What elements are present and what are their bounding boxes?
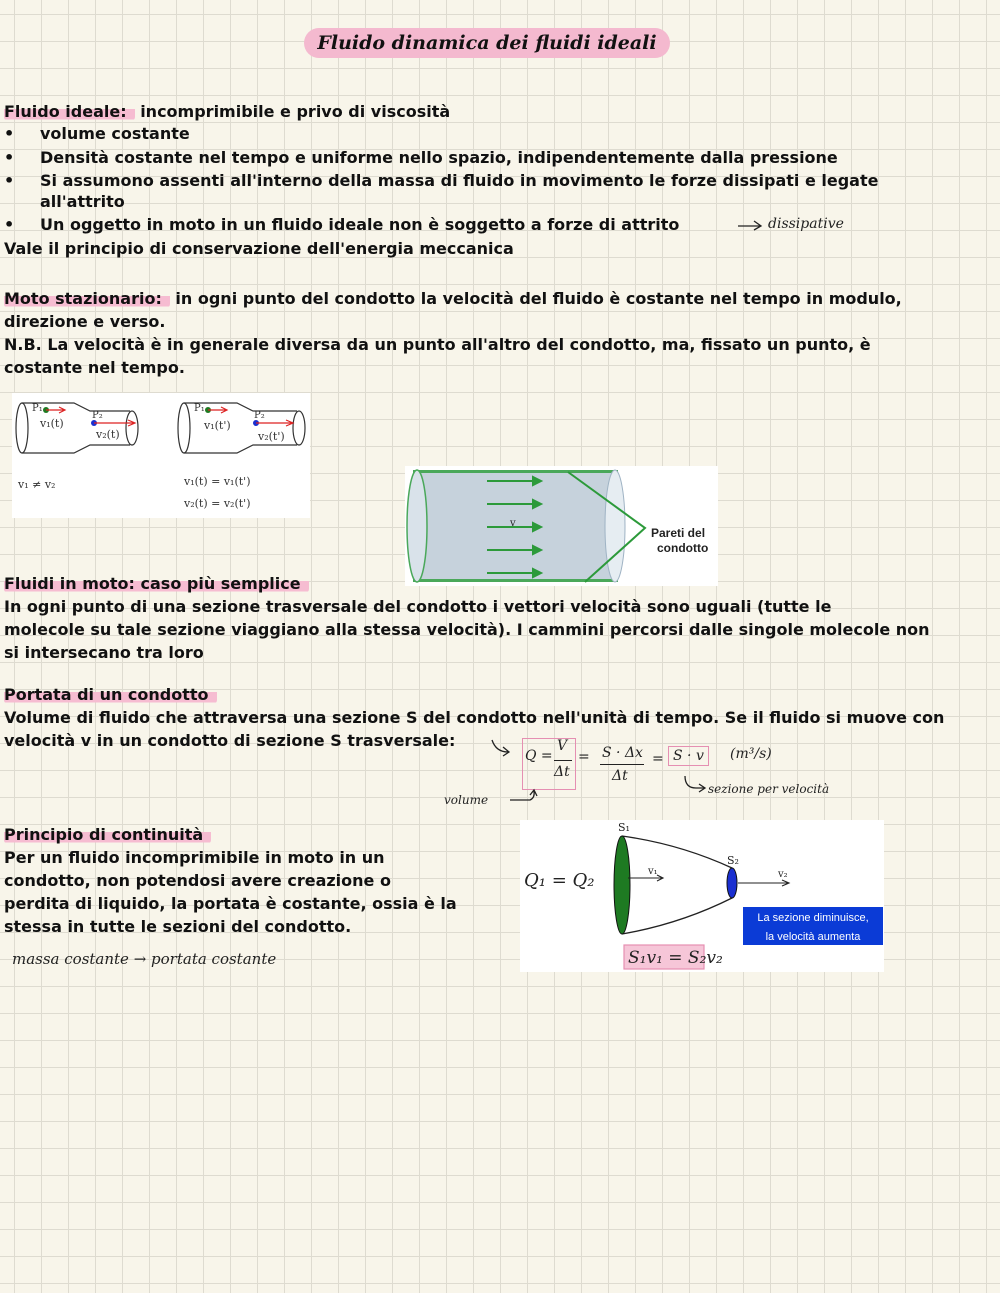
flow-rate-title: Portata di un condotto [4,685,217,704]
label-p2: P₂ [254,410,265,421]
ideal-fluid-def: incomprimibile e privo di viscosità [134,102,451,121]
section-s2 [727,868,737,898]
bullet-dot: • [4,171,15,190]
stationary-term: Moto stazionario: [4,289,170,308]
label-v2t: v₂(t) [96,428,120,441]
arrow-icon [628,875,663,881]
arrow-icon [736,218,766,232]
stationary-definition [4,287,902,310]
ideal-fluid-definition [4,100,450,123]
label-eq1: v₁(t) = v₁(t') [184,475,251,488]
continuity-figure [520,820,884,972]
label-s2: S₂ [727,854,739,867]
arrow-icon [508,788,538,804]
bullet-dot: • [4,124,15,143]
label-p1: P₁ [32,403,43,414]
bullet-4 [0,213,1000,236]
fraction-bar [554,760,572,761]
label-v2tp: v₂(t') [258,430,285,443]
info-box-line-1: La sezione diminuisce, [757,912,869,924]
label-v: v [510,518,516,529]
bullet-1 [0,122,1000,145]
label-walls-1: Pareti del [651,526,706,540]
ideal-fluid-term: Fluido ideale: [4,102,135,121]
arrow-icon [682,774,708,794]
simple-case-title: Fluidi in moto: caso più semplice [4,574,309,593]
label-p1: P₁ [194,403,205,414]
simple-line-2: molecole su tale sezione viaggiano alla stessa velocità). I cammini percorsi dalle singole molecole non [4,620,930,639]
nozzle-outline [622,836,732,934]
stationary-def: in ogni punto del condotto la velocità del fluido è costante nel tempo in modulo, [169,289,902,308]
bullet-3 [0,169,1000,192]
bullet-text: volume costante [40,124,190,143]
continuity-title: Principio di continuità [4,825,211,844]
continuity-line-2: condotto, non potendosi avere creazione o [4,871,391,890]
arrow-icon [46,407,65,413]
formula-dt: Δt [554,764,570,780]
simple-line-1: In ogni punto di una sezione trasversale del condotto i vettori velocità sono uguali (tutte le [4,597,832,616]
label-neq: v₁ ≠ v₂ [18,478,56,491]
velocity-pipe-figure [12,393,310,518]
energy-conservation: Vale il principio di conservazione dell'energia meccanica [4,239,514,258]
continuity-heading [4,823,211,846]
formula-sv: S · v [668,746,709,766]
bullet-dot: • [4,215,15,234]
simple-case-heading [4,572,309,595]
formula-eq-1: = [578,749,590,765]
label-walls-2: condotto [657,541,709,555]
bullet-2 [0,146,1000,169]
nb-line-2: costante nel tempo. [4,358,185,377]
page-title: Fluido dinamica dei fluidi ideali [304,28,670,58]
formula-unit: (m³/s) [730,746,772,762]
formula-eq-2: = [652,751,664,767]
flow-line-2: velocità v in un condotto di sezione S trasversale: [4,731,456,750]
label-q-eq: Q₁ = Q₂ [524,870,595,891]
note-volume: volume [444,793,489,807]
formula-dt-2: Δt [612,768,628,784]
bullet-text: Un oggetto in moto in un fluido ideale non è soggetto a forze di attrito [40,215,680,234]
bullet-text: Si assumono assenti all'interno della massa di fluido in movimento le forze dissipati e legate [40,171,879,190]
label-s1: S₁ [618,821,630,834]
label-v1t: v₁(t) [40,417,64,430]
label-v1: v₁ [648,866,658,877]
simple-line-3: si intersecano tra loro [4,643,204,662]
flow-line-1: Volume di fluido che attraversa una sezione S del condotto nell'unità di tempo. Se il fluido si muove con [4,708,945,727]
formula-sdx: S · Δx [602,745,643,761]
arrow-icon [490,736,514,758]
label-v1tp: v₁(t') [204,419,231,432]
label-p2: P₂ [92,410,103,421]
label-v2: v₂ [778,869,788,880]
pipe-walls-figure [405,466,718,586]
fraction-bar [600,764,644,765]
bullet-dot: • [4,148,15,167]
mass-flow-note: massa costante → portata costante [12,950,277,968]
continuity-line-1: Per un fluido incomprimibile in moto in un [4,848,385,867]
continuity-line-3: perdita di liquido, la portata è costante, ossia è la [4,894,457,913]
continuity-line-4: stessa in tutte le sezioni del condotto. [4,917,352,936]
section-s1 [614,836,630,934]
nb-line-1: N.B. La velocità è in generale diversa da un punto all'altro del condotto, ma, fissato un punto, è [4,335,871,354]
info-box-line-2: la velocità aumenta [765,931,861,943]
note-section-velocity: sezione per velocità [708,782,830,796]
dissipative-note: dissipative [768,216,844,232]
label-sv-eq: S₁v₁ = S₂v₂ [628,948,723,968]
bullet-text: Densità costante nel tempo e uniforme nello spazio, indipendentemente dalla pressione [40,148,838,167]
stationary-def-cont: direzione e verso. [4,312,166,331]
arrow-icon [208,407,227,413]
arrow-icon [738,880,789,886]
label-eq2: v₂(t) = v₂(t') [184,497,251,510]
formula-volume: V [557,738,568,754]
formula-q: Q = [525,748,553,764]
bullet-3-cont: all'attrito [40,192,125,211]
flow-rate-heading [4,683,217,706]
